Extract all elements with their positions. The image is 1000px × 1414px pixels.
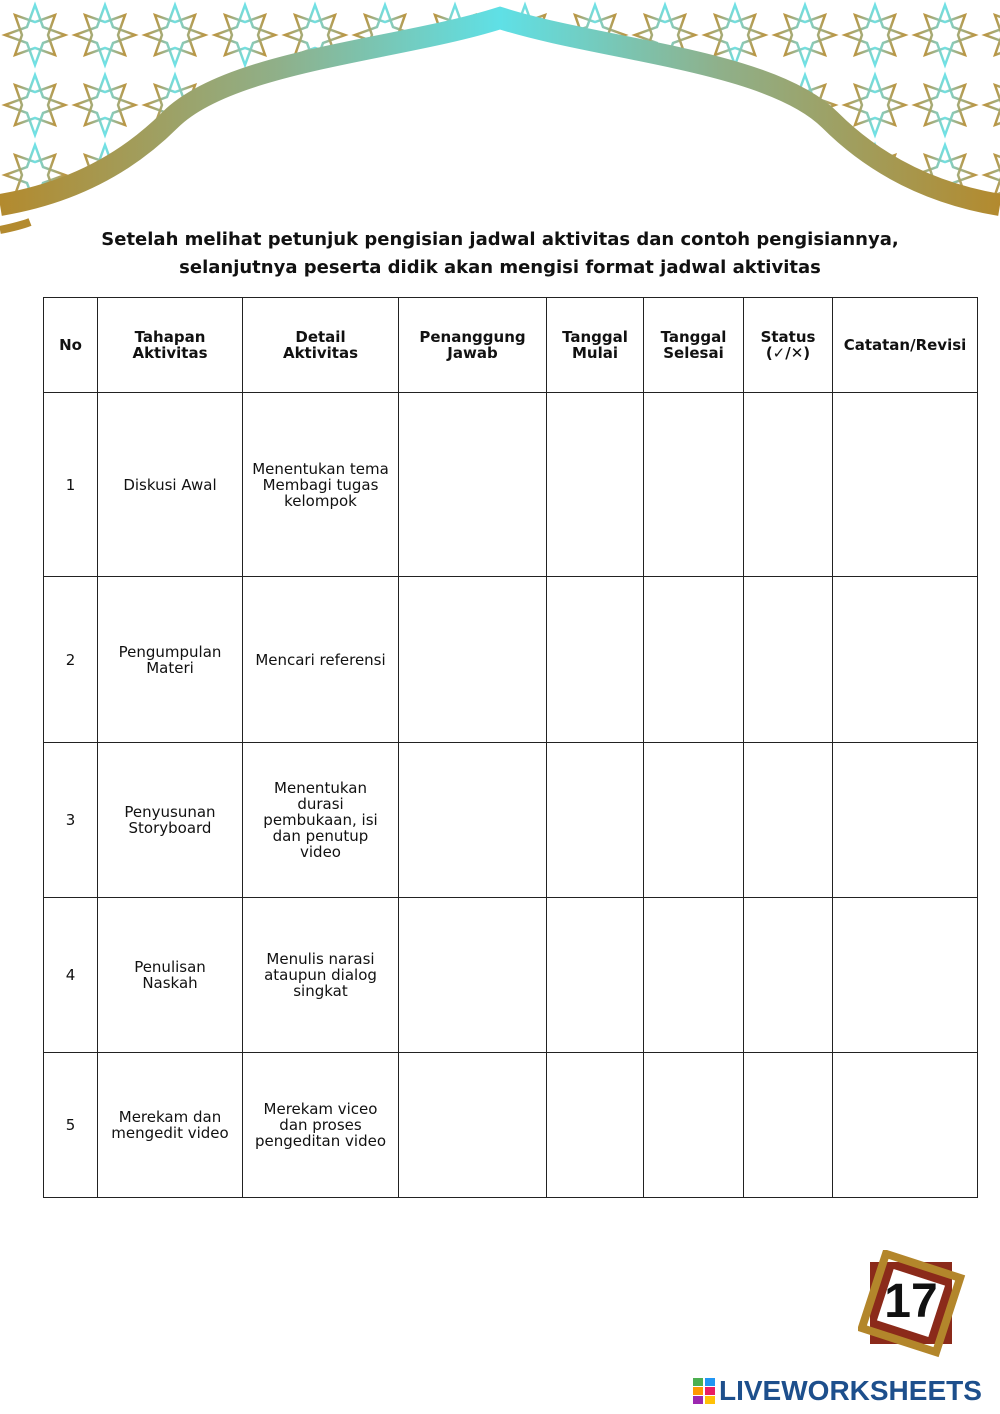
input-penanggung-jawab[interactable] xyxy=(399,743,547,898)
cell-no: 2 xyxy=(44,577,98,743)
input-tanggal-mulai[interactable] xyxy=(547,393,644,577)
liveworksheets-logo xyxy=(693,1374,982,1408)
input-status[interactable] xyxy=(744,393,833,577)
input-status[interactable] xyxy=(744,577,833,743)
cell-tahapan: Diskusi Awal xyxy=(98,393,243,577)
table-row xyxy=(44,393,978,577)
input-tanggal-selesai[interactable] xyxy=(644,393,744,577)
cell-no: 5 xyxy=(44,1053,98,1198)
cell-detail: Menulis narasi ataupun dialog singkat xyxy=(243,898,399,1053)
input-tanggal-mulai[interactable] xyxy=(547,1053,644,1198)
table-row xyxy=(44,1053,978,1198)
cell-no: 3 xyxy=(44,743,98,898)
header-detail: Detail Aktivitas xyxy=(243,298,399,393)
cell-detail: Menentukan tema Membagi tugas kelompok xyxy=(243,393,399,577)
input-penanggung-jawab[interactable] xyxy=(399,1053,547,1198)
table-row xyxy=(44,577,978,743)
cell-tahapan: Merekam dan mengedit video xyxy=(98,1053,243,1198)
input-tanggal-selesai[interactable] xyxy=(644,898,744,1053)
instruction-line-1: Setelah melihat petunjuk pengisian jadwal aktivitas dan contoh pengisiannya, xyxy=(101,229,899,250)
header-tanggal-mulai: Tanggal Mulai xyxy=(547,298,644,393)
liveworksheets-wordmark: LIVEWORKSHEETS xyxy=(719,1375,982,1406)
header-tahapan: Tahapan Aktivitas xyxy=(98,298,243,393)
table-row xyxy=(44,898,978,1053)
input-status[interactable] xyxy=(744,1053,833,1198)
input-catatan-revisi[interactable] xyxy=(833,898,978,1053)
cell-no: 4 xyxy=(44,898,98,1053)
table-header-row xyxy=(44,298,978,393)
input-penanggung-jawab[interactable] xyxy=(399,393,547,577)
instruction-line-2: selanjutnya peserta didik akan mengisi format jadwal aktivitas xyxy=(179,257,821,278)
header-status: Status (✓/✕) xyxy=(744,298,833,393)
cell-no: 1 xyxy=(44,393,98,577)
table-row xyxy=(44,743,978,898)
header-penanggung-jawab: Penanggung Jawab xyxy=(399,298,547,393)
cell-tahapan: Penulisan Naskah xyxy=(98,898,243,1053)
liveworksheets-mark-icon xyxy=(693,1378,715,1404)
input-catatan-revisi[interactable] xyxy=(833,393,978,577)
input-penanggung-jawab[interactable] xyxy=(399,577,547,743)
cell-detail: Mencari referensi xyxy=(243,577,399,743)
input-tanggal-mulai[interactable] xyxy=(547,743,644,898)
input-tanggal-selesai[interactable] xyxy=(644,1053,744,1198)
input-catatan-revisi[interactable] xyxy=(833,577,978,743)
input-penanggung-jawab[interactable] xyxy=(399,898,547,1053)
input-tanggal-selesai[interactable] xyxy=(644,743,744,898)
input-tanggal-mulai[interactable] xyxy=(547,898,644,1053)
activity-schedule-table xyxy=(43,297,978,1198)
cell-tahapan: Penyusunan Storyboard xyxy=(98,743,243,898)
input-status[interactable] xyxy=(744,743,833,898)
islamic-arch-decoration xyxy=(0,0,1000,245)
input-tanggal-selesai[interactable] xyxy=(644,577,744,743)
instruction-text xyxy=(60,226,940,282)
cell-detail: Merekam viceo dan proses pengeditan video xyxy=(243,1053,399,1198)
input-status[interactable] xyxy=(744,898,833,1053)
input-tanggal-mulai[interactable] xyxy=(547,577,644,743)
cell-tahapan: Pengumpulan Materi xyxy=(98,577,243,743)
header-no: No xyxy=(44,298,98,393)
input-catatan-revisi[interactable] xyxy=(833,743,978,898)
cell-detail: Menentukan durasi pembukaan, isi dan penutup video xyxy=(243,743,399,898)
header-tanggal-selesai: Tanggal Selesai xyxy=(644,298,744,393)
input-catatan-revisi[interactable] xyxy=(833,1053,978,1198)
header-catatan-revisi: Catatan/Revisi xyxy=(833,298,978,393)
page-number: 17 xyxy=(884,1275,938,1328)
